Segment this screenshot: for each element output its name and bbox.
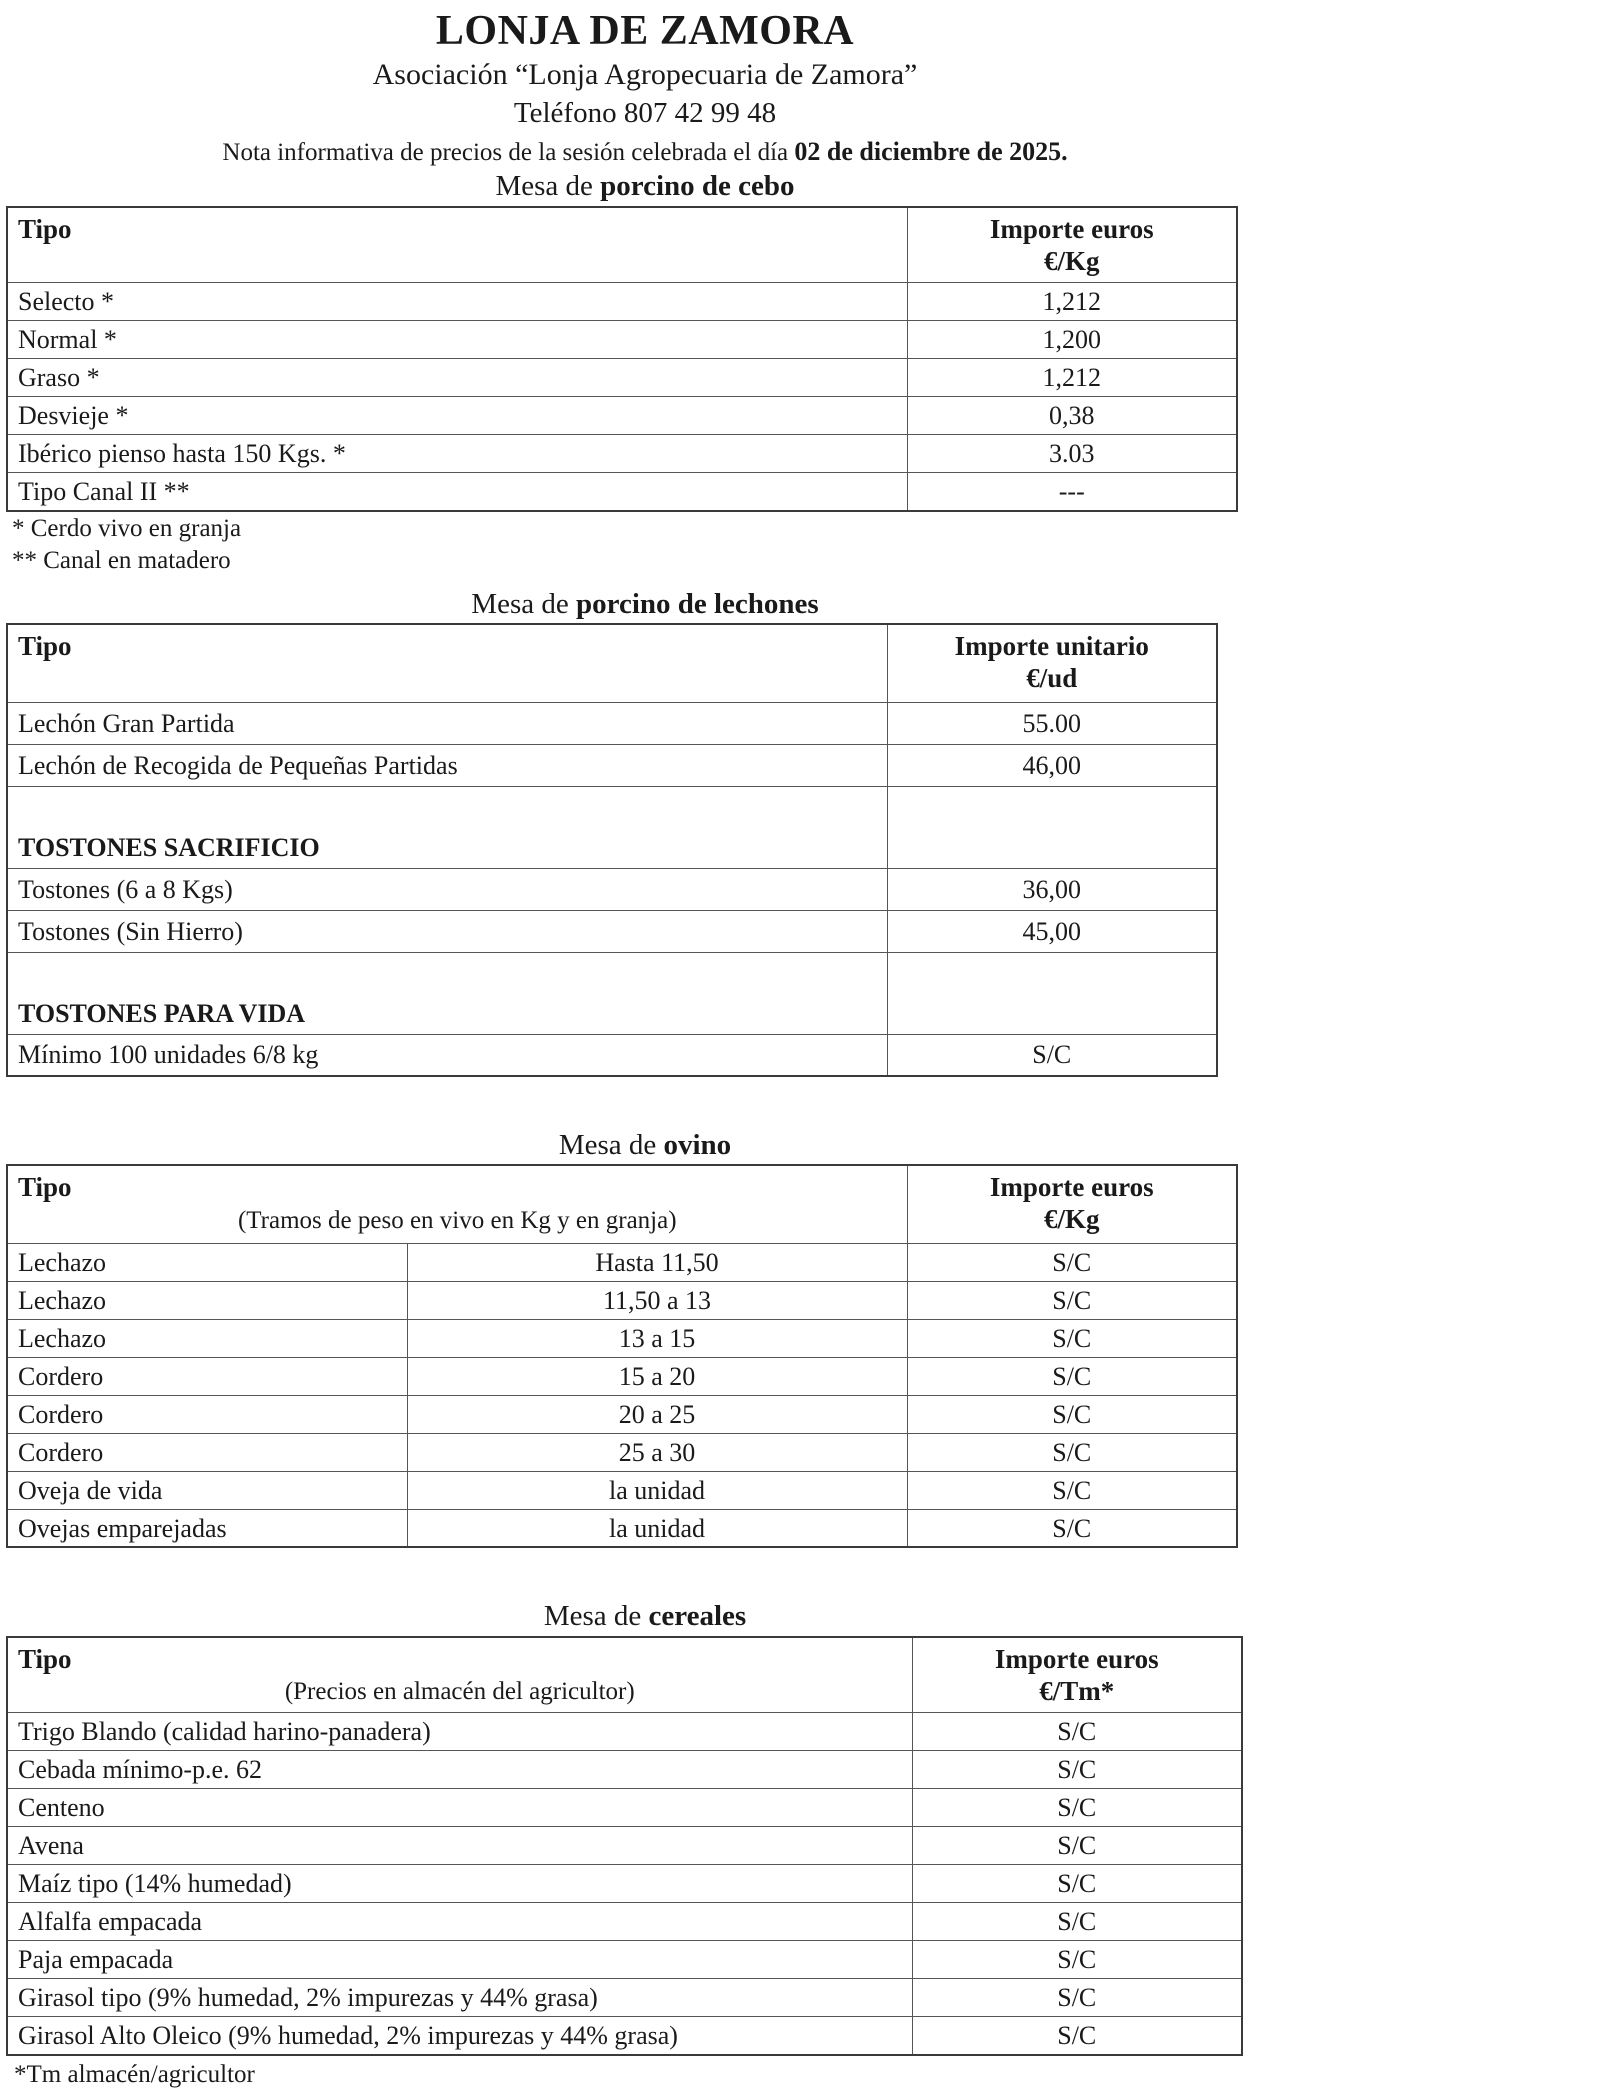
table-row [7,397,1237,435]
table-porcino-cebo [6,206,1238,512]
cell-tipo: Lechazo [7,1281,407,1319]
cell-tipo: Mínimo 100 unidades 6/8 kg [7,1034,887,1076]
column-header-tipo-group [7,1637,912,1713]
cell-valor: 36,00 [887,868,1217,910]
column-header-tipo-group [7,1165,907,1243]
table-row [7,1281,1237,1319]
cell-tipo: Tostones (Sin Hierro) [7,910,887,952]
table-row [7,1751,1242,1789]
cell-valor: S/C [912,1751,1242,1789]
table-row [7,1357,1237,1395]
cell-valor: S/C [912,1979,1242,2017]
cell-tramo: Hasta 11,50 [407,1243,907,1281]
cell-tipo: Trigo Blando (calidad harino-panadera) [7,1713,912,1751]
cell-valor: S/C [912,1789,1242,1827]
table-row [7,1433,1237,1471]
cell-valor: S/C [912,2017,1242,2055]
cell-tipo: TOSTONES PARA VIDA [7,952,887,1034]
session-note [0,136,1290,168]
table-row [7,1713,1242,1751]
cell-tipo: Lechazo [7,1243,407,1281]
table-row [7,744,1217,786]
column-header-importe-line1: Importe euros [994,1643,1159,1674]
cell-valor: S/C [907,1509,1237,1547]
cell-tipo: TOSTONES SACRIFICIO [7,786,887,868]
cell-valor: S/C [907,1433,1237,1471]
cell-tipo: Oveja de vida [7,1471,407,1509]
section-caption-porcino-cebo [0,170,1290,203]
footnote-cerdo-vivo: * Cerdo vivo en granja [12,514,242,542]
cell-tipo: Graso * [7,359,907,397]
cell-tipo: Lechón Gran Partida [7,702,887,744]
cell-valor [887,952,1217,1034]
table-row [7,1903,1242,1941]
caption-bold: porcino de lechones [575,587,819,620]
cell-valor [887,786,1217,868]
column-header-importe [907,1165,1237,1243]
table-row [7,435,1237,473]
table-row [7,1034,1217,1076]
cell-tipo: Maíz tipo (14% humedad) [7,1865,912,1903]
table-cereales [6,1636,1243,2056]
cell-tramo: la unidad [407,1471,907,1509]
cell-valor: S/C [907,1243,1237,1281]
cell-valor: S/C [907,1471,1237,1509]
table-row [7,1789,1242,1827]
table-row [7,1941,1242,1979]
cell-tipo: Ibérico pienso hasta 150 Kgs. * [7,435,907,473]
cell-tramo: 11,50 a 13 [407,1281,907,1319]
page-title: LONJA DE ZAMORA [435,8,855,54]
cell-valor: 1,212 [907,359,1237,397]
table-row [7,321,1237,359]
column-header-tipo: Tipo [18,1172,72,1203]
cell-valor: S/C [912,1941,1242,1979]
caption-bold: ovino [663,1129,732,1162]
cell-tipo: Cordero [7,1357,407,1395]
cell-tramo: 15 a 20 [407,1357,907,1395]
caption-prefix: Mesa de [471,587,576,620]
column-header-tipo: Tipo [7,207,907,283]
section-caption-ovino [0,1129,1290,1162]
table-header-row [7,624,1217,702]
footnote-tm-almacen: *Tm almacén/agricultor [14,2060,255,2088]
cell-valor: S/C [912,1713,1242,1751]
phone-line: Teléfono 807 42 99 48 [513,96,777,129]
cell-valor: S/C [887,1034,1217,1076]
table-row [7,1471,1237,1509]
cell-tipo: Lechazo [7,1319,407,1357]
table-row [7,702,1217,744]
table-row [7,1979,1242,2017]
cell-tipo: Desvieje * [7,397,907,435]
section-caption-cereales [0,1600,1290,1633]
cell-tipo: Centeno [7,1789,912,1827]
table-header-row [7,207,1237,283]
table-row [7,1243,1237,1281]
caption-bold: cereales [648,1600,747,1633]
column-header-tipo: Tipo [7,624,887,702]
cell-tipo: Tipo Canal II ** [7,473,907,511]
table-row [7,2017,1242,2055]
table-header-row [7,1165,1237,1243]
cell-tramo: 20 a 25 [407,1395,907,1433]
column-header-tipo-subtitle: (Tramos de peso en vivo en Kg y en granja) [237,1206,677,1234]
cell-tipo: Ovejas emparejadas [7,1509,407,1547]
caption-prefix: Mesa de [558,1129,664,1162]
cell-valor: S/C [912,1865,1242,1903]
cell-valor: 1,200 [907,321,1237,359]
column-header-importe-line2: €/Kg [1043,1204,1100,1235]
cell-tipo: Cebada mínimo-p.e. 62 [7,1751,912,1789]
cell-tipo: Cordero [7,1395,407,1433]
cell-valor: 3.03 [907,435,1237,473]
cell-valor: S/C [907,1357,1237,1395]
document-page [0,8,1290,2090]
column-header-tipo: Tipo [18,1643,72,1674]
table-ovino [6,1164,1238,1548]
cell-tipo: Girasol Alto Oleico (9% humedad, 2% impurezas y 44% grasa) [7,2017,912,2055]
cell-tramo: la unidad [407,1509,907,1547]
cell-valor: S/C [907,1319,1237,1357]
column-header-importe-line1: Importe unitario [954,631,1149,662]
table-row [7,1509,1237,1547]
cell-valor: 55.00 [887,702,1217,744]
table-row [7,910,1217,952]
table-row [7,473,1237,511]
column-header-importe [912,1637,1242,1713]
table-row [7,283,1237,321]
column-header-importe [887,624,1217,702]
cell-tramo: 25 a 30 [407,1433,907,1471]
cell-valor: --- [907,473,1237,511]
column-header-importe-line1: Importe euros [989,213,1154,244]
cell-tipo: Paja empacada [7,1941,912,1979]
cell-tipo: Girasol tipo (9% humedad, 2% impurezas y 44% grasa) [7,1979,912,2017]
cell-valor: 46,00 [887,744,1217,786]
cell-tipo: Selecto * [7,283,907,321]
table-row [7,359,1237,397]
cell-valor: 45,00 [887,910,1217,952]
caption-prefix: Mesa de [543,1600,649,1633]
table-row [7,1319,1237,1357]
column-header-importe [907,207,1237,283]
cell-tipo: Tostones (6 a 8 Kgs) [7,868,887,910]
cell-valor: S/C [912,1827,1242,1865]
table-row-group-heading [7,786,1217,868]
column-header-tipo-subtitle: (Precios en almacén del agricultor) [284,1678,635,1706]
column-header-importe-line2: €/ud [1026,662,1078,693]
column-header-importe-line2: €/Tm* [1039,1675,1115,1706]
caption-prefix: Mesa de [495,170,601,203]
footnote-canal-matadero: ** Canal en matadero [12,546,231,574]
table-row [7,1827,1242,1865]
cell-tipo: Avena [7,1827,912,1865]
cell-valor: S/C [907,1281,1237,1319]
cell-tipo: Lechón de Recogida de Pequeñas Partidas [7,744,887,786]
session-note-prefix: Nota informativa de precios de la sesión celebrada el día [222,139,789,167]
column-header-importe-line2: €/Kg [1043,245,1100,276]
cell-valor: S/C [907,1395,1237,1433]
table-row [7,868,1217,910]
session-date: 02 de diciembre de 2025. [794,137,1068,167]
association-subtitle: Asociación “Lonja Agropecuaria de Zamora” [372,58,918,92]
table-porcino-lechones [6,623,1218,1077]
table-header-row [7,1637,1242,1713]
table-row-group-heading [7,952,1217,1034]
section-caption-porcino-lechones [0,588,1290,621]
column-header-importe-line1: Importe euros [989,1172,1154,1203]
cell-tipo: Normal * [7,321,907,359]
caption-bold: porcino de cebo [600,170,795,203]
table-row [7,1395,1237,1433]
cell-tipo: Cordero [7,1433,407,1471]
cell-tramo: 13 a 15 [407,1319,907,1357]
cell-tipo: Alfalfa empacada [7,1903,912,1941]
table-row [7,1865,1242,1903]
cell-valor: 0,38 [907,397,1237,435]
cell-valor: S/C [912,1903,1242,1941]
cell-valor: 1,212 [907,283,1237,321]
